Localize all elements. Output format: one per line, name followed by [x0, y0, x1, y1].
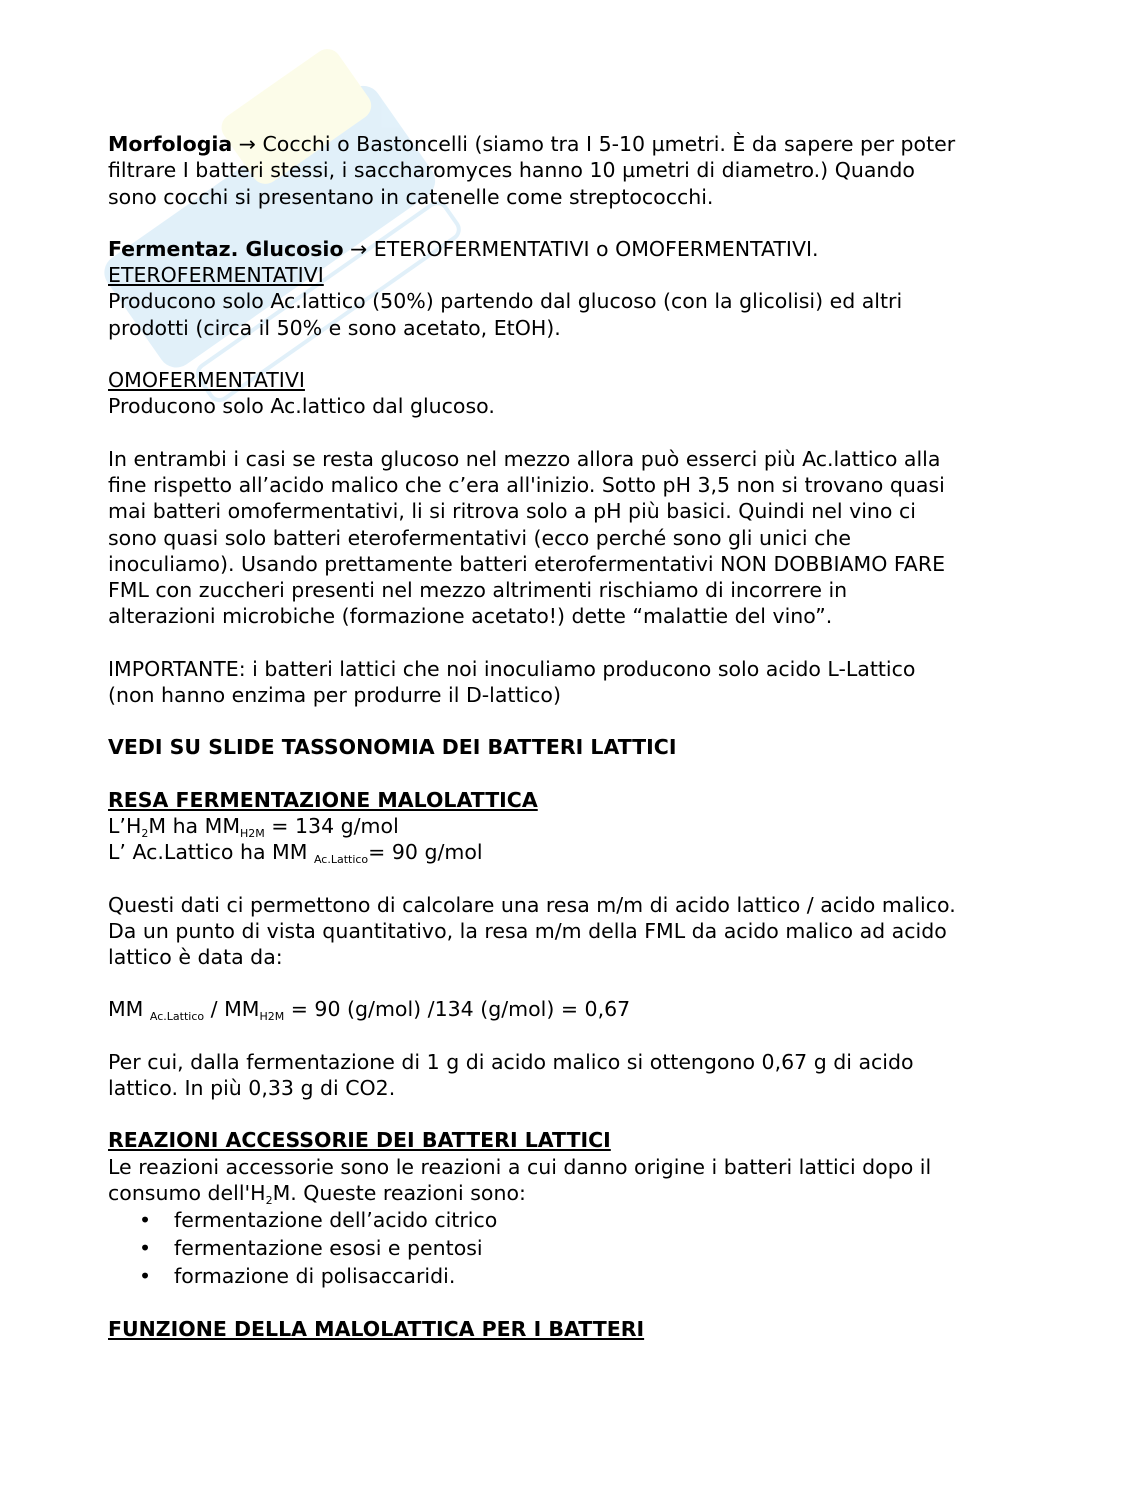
text-line: lattico è data da: [108, 945, 283, 970]
resa-section [108, 787, 1053, 866]
text-line: (non hanno enzima per produrre il D-lattico) [108, 683, 561, 708]
text-line: lattico. In più 0,33 g di CO2. [108, 1076, 396, 1101]
subscript: 2 [141, 826, 149, 840]
text-line: In entrambi i casi se resta glucoso nel mezzo allora può esserci più Ac.lattico alla [108, 446, 941, 471]
list-item-text: formazione di polisaccaridi. [174, 1264, 456, 1289]
etero-text: Producono solo Ac.lattico (50%) partendo dal glucoso (con la glicolisi) ed altri [108, 289, 903, 314]
text-line: Questi dati ci permettono di calcolare una resa m/m di acido lattico / acido malico. [108, 892, 956, 917]
morfologia-text: filtrare I batteri stessi, i saccharomyces hanno 10 µmetri di diametro.) Quando [108, 158, 915, 183]
morfologia-label: Morfologia [108, 132, 233, 156]
resa-paragraph [108, 892, 1053, 971]
formula-text: = 90 (g/mol) /134 (g/mol) = 0,67 [284, 997, 631, 1022]
reazioni-section [108, 1127, 1053, 1206]
text-line: mai batteri omofermentativi, li si ritrova solo a pH più basici. Quindi nel vino ci [108, 499, 916, 524]
reazioni-heading: REAZIONI ACCESSORIE DEI BATTERI LATTICI [108, 1128, 611, 1153]
text-line: IMPORTANTE: i batteri lattici che noi inoculiamo producono solo acido L-Lattico [108, 656, 916, 681]
importante-paragraph [108, 656, 1053, 709]
formula-text: = 90 g/mol [368, 840, 483, 865]
document-page [108, 131, 1053, 1343]
etero-heading: ETEROFERMENTATIVI [108, 263, 324, 288]
text-line: sono quasi solo batteri eterofermentativi (ecco perché sono gli unici che [108, 525, 851, 550]
resa-formula [108, 996, 1053, 1022]
resa-heading: RESA FERMENTAZIONE MALOLATTICA [108, 787, 538, 812]
list-item [108, 1262, 1053, 1290]
formula-text: L’H [108, 813, 142, 838]
subscript: H2M [240, 826, 265, 840]
omo-heading: OMOFERMENTATIVI [108, 368, 305, 393]
bullet-icon: • [139, 1208, 152, 1233]
subscript: 2 [265, 1193, 273, 1207]
omo-text: Producono solo Ac.lattico dal glucoso. [108, 394, 495, 419]
text-line: M. Queste reazioni sono: [272, 1180, 526, 1205]
formula-text: MM [108, 997, 150, 1022]
funzione-heading: FUNZIONE DELLA MALOLATTICA PER I BATTERI [108, 1317, 645, 1342]
formula-text: L’ Ac.Lattico ha MM [108, 840, 314, 865]
text-line: Le reazioni accessorie sono le reazioni a cui danno origine i batteri lattici dopo il [108, 1154, 932, 1179]
list-item-text: fermentazione dell’acido citrico [174, 1208, 498, 1233]
morfologia-text: → Cocchi o Bastoncelli (siamo tra I 5-10 µmetri. È da sapere per poter [238, 132, 956, 156]
resa-conclusion [108, 1049, 1053, 1102]
text-line: fine rispetto all’acido malico che c’era all'inizio. Sotto pH 3,5 non si trovano quasi [108, 472, 945, 497]
subscript: Ac.Lattico [149, 1010, 205, 1024]
list-item-text: fermentazione esosi e pentosi [174, 1236, 483, 1261]
morfologia-paragraph [108, 131, 1053, 210]
text-line: FML con zuccheri presenti nel mezzo altrimenti rischiamo di incorrere in [108, 578, 848, 603]
etero-text: prodotti (circa il 50% e sono acetato, EtOH). [108, 315, 561, 340]
text-line: Da un punto di vista quantitativo, la resa m/m della FML da acido malico ad acido [108, 918, 947, 943]
fermentaz-text: → ETEROFERMENTATIVI o OMOFERMENTATIVI. [350, 236, 819, 261]
formula-text: M ha MM [148, 813, 241, 838]
text-line: Per cui, dalla fermentazione di 1 g di acido malico si ottengono 0,67 g di acido [108, 1049, 914, 1074]
list-item [108, 1234, 1053, 1262]
vedi-heading: VEDI SU SLIDE TASSONOMIA DEI BATTERI LATTICI [108, 735, 677, 760]
fermentaz-label: Fermentaz. Glucosio [108, 236, 344, 261]
list-item [108, 1206, 1053, 1234]
reazioni-list [108, 1206, 1053, 1290]
entrambi-paragraph [108, 446, 1053, 630]
formula-text: / MM [204, 997, 260, 1022]
bullet-icon: • [139, 1236, 152, 1261]
subscript: H2M [259, 1010, 285, 1024]
text-line: consumo dell'H [108, 1180, 266, 1205]
morfologia-text: sono cocchi si presentano in catenelle come streptococchi. [108, 184, 714, 209]
text-line: alterazioni microbiche (formazione acetato!) dette “malattie del vino”. [108, 604, 833, 629]
omo-paragraph [108, 367, 1053, 420]
fermentaz-paragraph [108, 236, 1053, 341]
text-line: inoculiamo). Usando prettamente batteri eterofermentativi NON DOBBIAMO FARE [108, 551, 946, 576]
subscript: Ac.Lattico [313, 853, 369, 867]
formula-text: = 134 g/mol [264, 813, 399, 838]
bullet-icon: • [139, 1264, 152, 1289]
